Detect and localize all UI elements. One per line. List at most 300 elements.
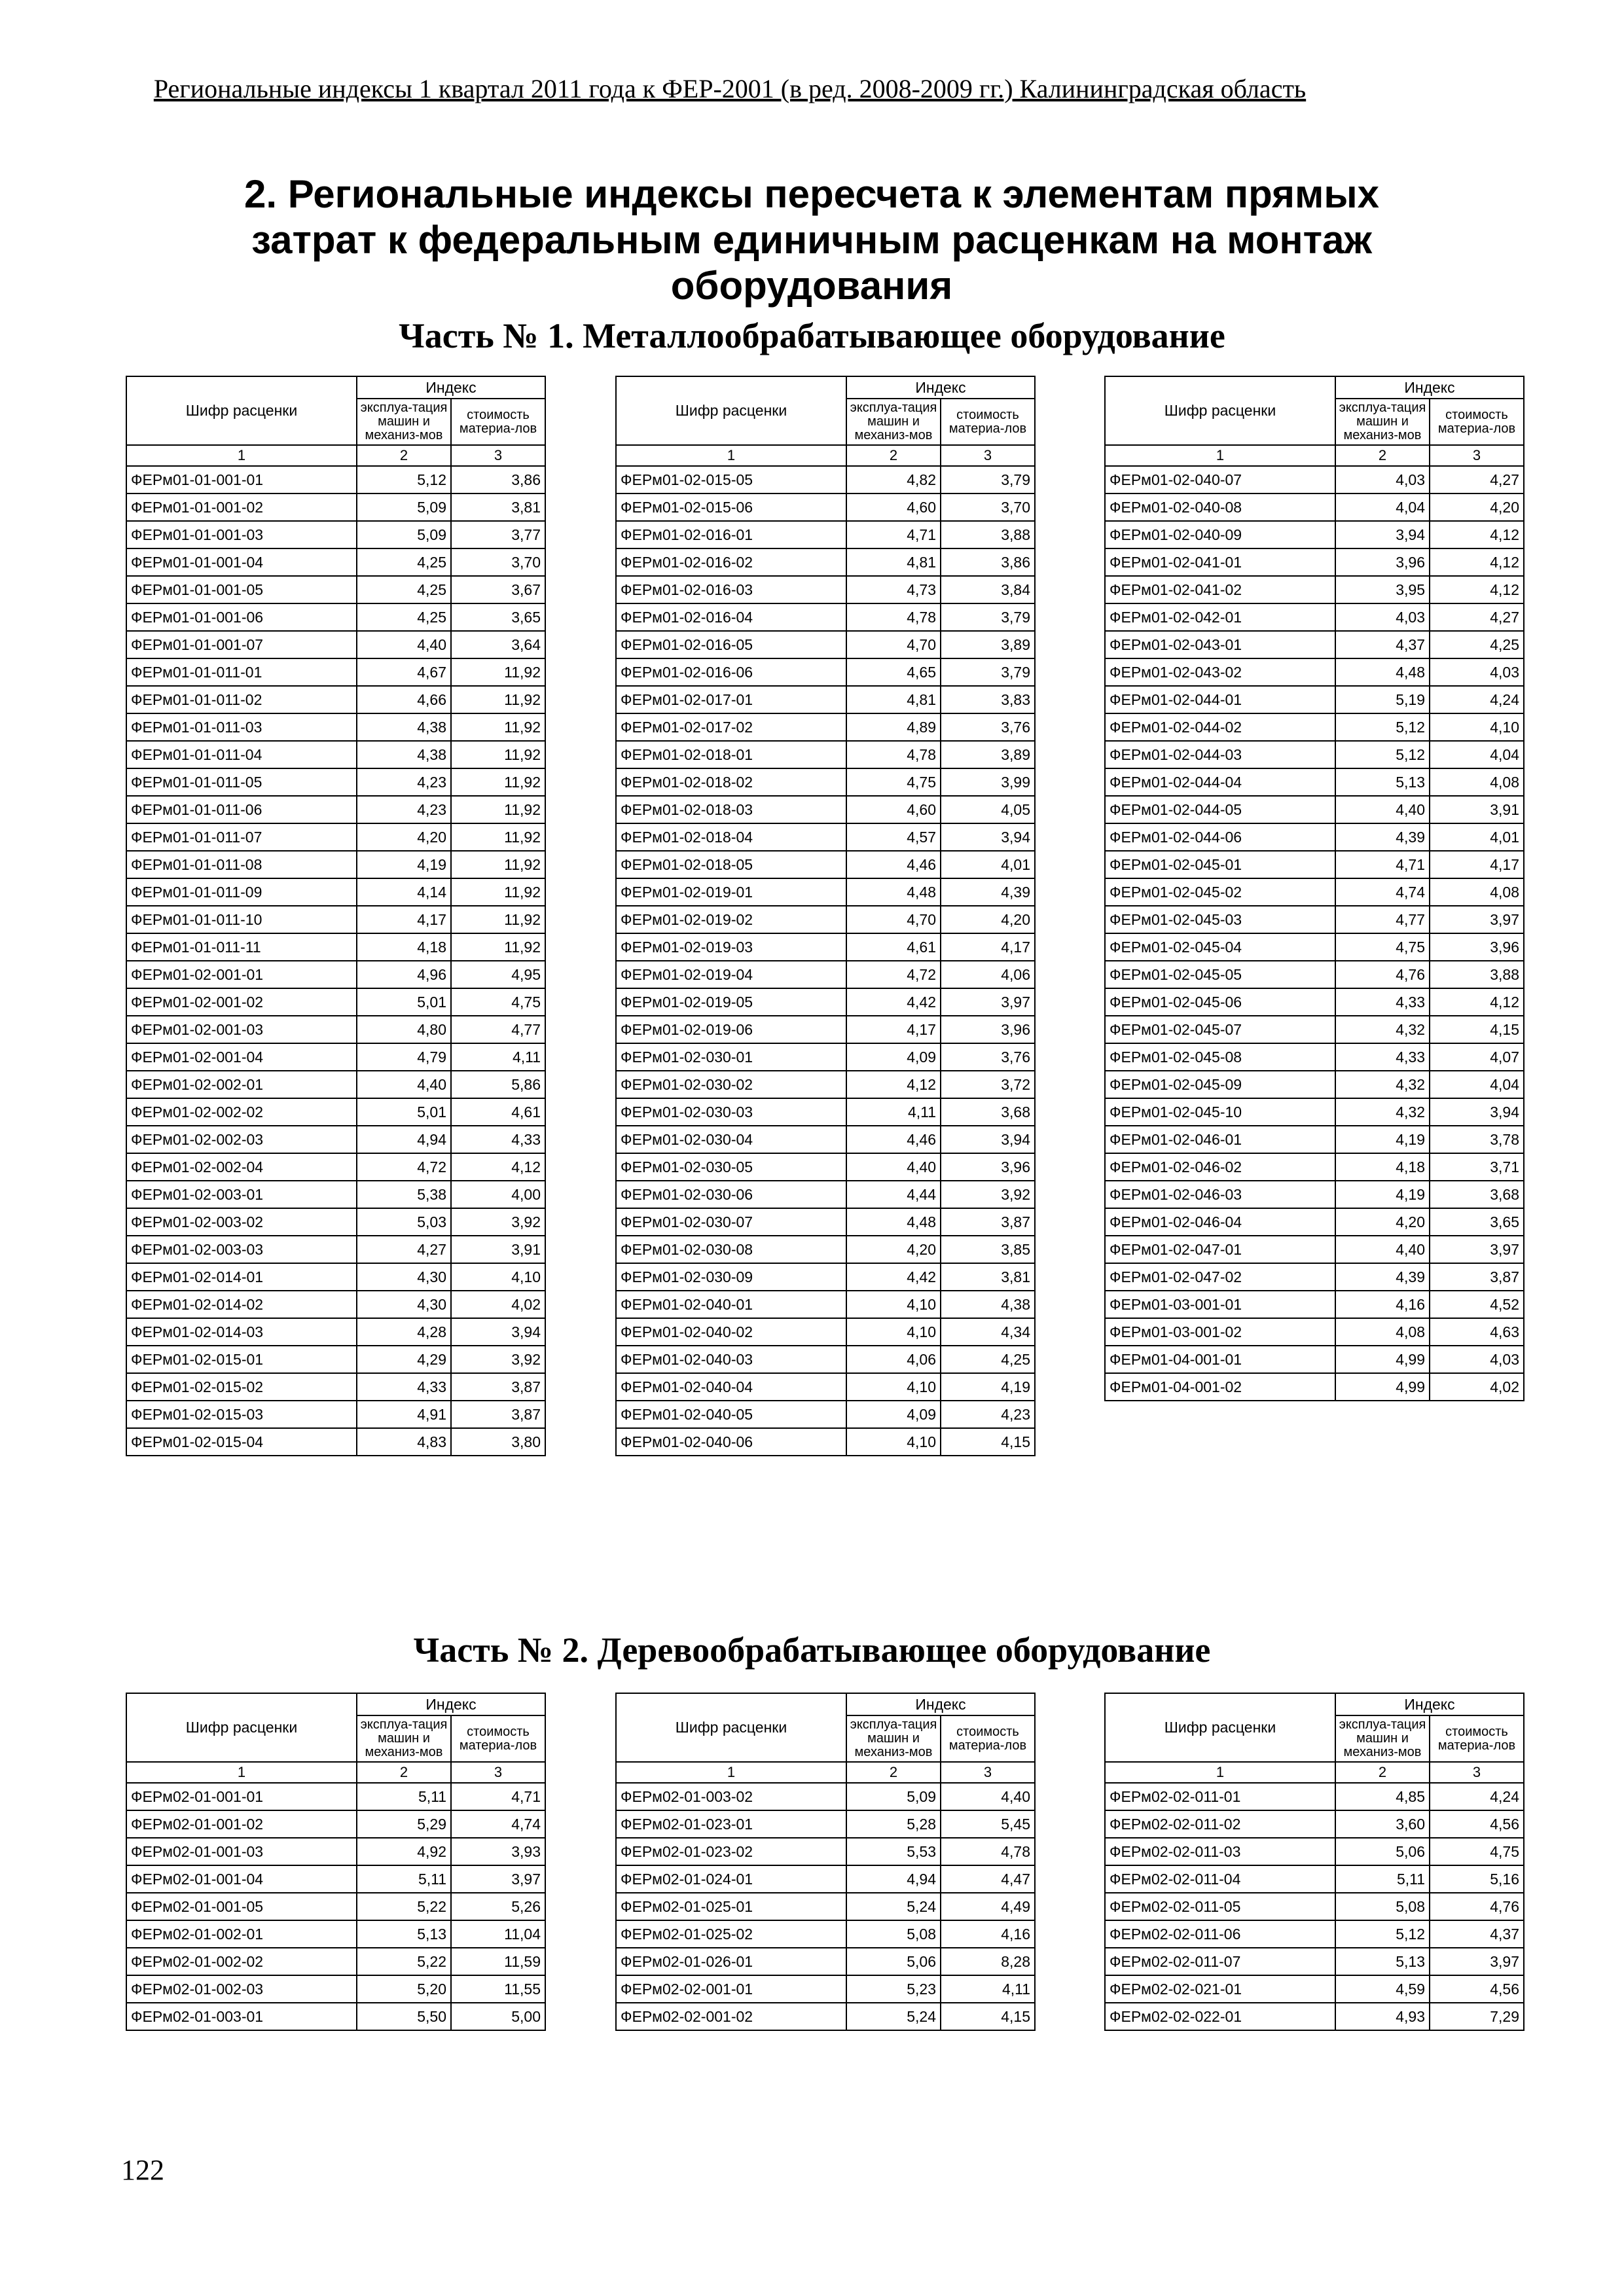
table-row: [616, 1291, 1035, 1318]
table-row: [126, 576, 545, 603]
table-row: [126, 988, 545, 1016]
rate-code: ФЕРм01-01-011-08: [126, 851, 357, 878]
machine-index: 4,16: [1335, 1291, 1430, 1318]
material-index: 4,01: [1430, 823, 1524, 851]
header-machines: эксплуа-тация машин и механиз-мов: [846, 1715, 941, 1762]
machine-index: 3,60: [1335, 1810, 1430, 1838]
table-row: [126, 1810, 545, 1838]
machine-index: 4,32: [1335, 1071, 1430, 1098]
table-row: [1105, 1016, 1524, 1043]
machine-index: 4,60: [846, 493, 941, 521]
part2-table-2: [615, 1693, 1036, 2031]
machine-index: 4,25: [357, 603, 451, 631]
header-machines: эксплуа-тация машин и механиз-мов: [1335, 399, 1430, 445]
machine-index: 4,39: [1335, 1263, 1430, 1291]
machine-index: 4,80: [357, 1016, 451, 1043]
machine-index: 5,28: [846, 1810, 941, 1838]
material-index: 4,04: [1430, 741, 1524, 768]
column-number: 2: [846, 1762, 941, 1783]
table-row: [126, 1975, 545, 2003]
table-row: [1105, 1373, 1524, 1401]
machine-index: 4,23: [357, 768, 451, 796]
machine-index: 5,11: [357, 1865, 451, 1893]
machine-index: 4,57: [846, 823, 941, 851]
rate-code: ФЕРм01-02-046-01: [1105, 1126, 1335, 1153]
table-row: [616, 768, 1035, 796]
material-index: 4,12: [1430, 576, 1524, 603]
rate-code: ФЕРм01-02-002-02: [126, 1098, 357, 1126]
table-row: [1105, 906, 1524, 933]
material-index: 4,05: [941, 796, 1035, 823]
table-row: [126, 1346, 545, 1373]
table-row: [1105, 1318, 1524, 1346]
table-row: [126, 521, 545, 548]
part1-table-1: [126, 376, 546, 1456]
column-number: 1: [126, 445, 357, 466]
rate-code: ФЕРм01-02-001-01: [126, 961, 357, 988]
machine-index: 4,10: [846, 1291, 941, 1318]
machine-index: 5,09: [357, 521, 451, 548]
rate-code: ФЕРм01-02-018-04: [616, 823, 846, 851]
column-number: 2: [1335, 445, 1430, 466]
rate-code: ФЕРм01-01-011-10: [126, 906, 357, 933]
material-index: 3,70: [941, 493, 1035, 521]
table-row: [616, 1838, 1035, 1865]
material-index: 3,99: [941, 768, 1035, 796]
table-row: [1105, 2003, 1524, 2030]
machine-index: 4,33: [357, 1373, 451, 1401]
table-row: [126, 1098, 545, 1126]
material-index: 11,92: [451, 933, 545, 961]
material-index: 3,93: [451, 1838, 545, 1865]
rate-code: ФЕРм01-02-019-03: [616, 933, 846, 961]
material-index: 11,59: [451, 1948, 545, 1975]
material-index: 3,97: [1430, 906, 1524, 933]
material-index: 4,19: [941, 1373, 1035, 1401]
table-row: [616, 741, 1035, 768]
rate-code: ФЕРм01-04-001-02: [1105, 1373, 1335, 1401]
machine-index: 5,09: [846, 1783, 941, 1810]
machine-index: 4,18: [357, 933, 451, 961]
machine-index: 5,12: [1335, 1920, 1430, 1948]
material-index: 3,70: [451, 548, 545, 576]
material-index: 3,96: [1430, 933, 1524, 961]
machine-index: 4,37: [1335, 631, 1430, 658]
machine-index: 5,06: [846, 1948, 941, 1975]
machine-index: 4,78: [846, 603, 941, 631]
rate-code: ФЕРм02-01-002-03: [126, 1975, 357, 2003]
rate-code: ФЕРм02-01-001-04: [126, 1865, 357, 1893]
machine-index: 4,70: [846, 631, 941, 658]
table-row: [616, 1783, 1035, 1810]
rate-code: ФЕРм01-02-045-04: [1105, 933, 1335, 961]
material-index: 3,71: [1430, 1153, 1524, 1181]
machine-index: 4,33: [1335, 988, 1430, 1016]
machine-index: 4,75: [846, 768, 941, 796]
machine-index: 5,09: [357, 493, 451, 521]
material-index: 4,02: [1430, 1373, 1524, 1401]
material-index: 3,87: [941, 1208, 1035, 1236]
material-index: 3,68: [941, 1098, 1035, 1126]
table-row: [126, 1236, 545, 1263]
rate-code: ФЕРм02-02-001-02: [616, 2003, 846, 2030]
table-row: [126, 1291, 545, 1318]
material-index: 11,92: [451, 878, 545, 906]
machine-index: 4,19: [357, 851, 451, 878]
machine-index: 4,10: [846, 1428, 941, 1456]
rate-code: ФЕРм01-02-046-03: [1105, 1181, 1335, 1208]
machine-index: 4,17: [846, 1016, 941, 1043]
machine-index: 4,48: [846, 878, 941, 906]
table-row: [126, 658, 545, 686]
material-index: 4,15: [941, 1428, 1035, 1456]
rate-code: ФЕРм01-02-047-01: [1105, 1236, 1335, 1263]
header-index: Индекс: [846, 376, 1035, 399]
machine-index: 4,60: [846, 796, 941, 823]
rate-code: ФЕРм01-02-041-01: [1105, 548, 1335, 576]
table-row: [1105, 988, 1524, 1016]
machine-index: 4,77: [1335, 906, 1430, 933]
machine-index: 4,04: [1335, 493, 1430, 521]
machine-index: 4,09: [846, 1401, 941, 1428]
machine-index: 4,59: [1335, 1975, 1430, 2003]
rate-code: ФЕРм01-02-044-01: [1105, 686, 1335, 713]
table-row: [616, 1428, 1035, 1456]
table-row: [126, 906, 545, 933]
rate-code: ФЕРм01-02-018-03: [616, 796, 846, 823]
table-row: [126, 603, 545, 631]
table-row: [126, 878, 545, 906]
material-index: 4,06: [941, 961, 1035, 988]
table-row: [126, 851, 545, 878]
rate-code: ФЕРм01-02-016-02: [616, 548, 846, 576]
column-number: 1: [126, 1762, 357, 1783]
rate-code: ФЕРм01-02-045-05: [1105, 961, 1335, 988]
rate-code: ФЕРм02-01-024-01: [616, 1865, 846, 1893]
header-materials: стоимость материа-лов: [451, 399, 545, 445]
table-row: [126, 961, 545, 988]
machine-index: 5,13: [1335, 768, 1430, 796]
rate-code: ФЕРм01-02-044-05: [1105, 796, 1335, 823]
machine-index: 4,11: [846, 1098, 941, 1126]
machine-index: 4,40: [1335, 1236, 1430, 1263]
material-index: 4,03: [1430, 658, 1524, 686]
material-index: 4,24: [1430, 686, 1524, 713]
page-number: 122: [121, 2154, 164, 2186]
column-number: 3: [1430, 1762, 1524, 1783]
rate-code: ФЕРм01-02-015-05: [616, 466, 846, 493]
table-row: [616, 1181, 1035, 1208]
rate-code: ФЕРм01-02-019-06: [616, 1016, 846, 1043]
column-number: 2: [357, 445, 451, 466]
material-index: 3,67: [451, 576, 545, 603]
rate-code: ФЕРм01-02-002-04: [126, 1153, 357, 1181]
machine-index: 4,42: [846, 988, 941, 1016]
machine-index: 4,40: [357, 631, 451, 658]
table-row: [616, 1975, 1035, 2003]
header-index: Индекс: [357, 1693, 545, 1715]
material-index: 4,40: [941, 1783, 1035, 1810]
column-number: 3: [451, 1762, 545, 1783]
header-code: Шифр расценки: [616, 376, 846, 445]
table-row: [1105, 1263, 1524, 1291]
table-row: [126, 1948, 545, 1975]
rate-code: ФЕРм01-01-011-04: [126, 741, 357, 768]
material-index: 4,11: [941, 1975, 1035, 2003]
table-row: [616, 851, 1035, 878]
rate-code: ФЕРм01-01-011-07: [126, 823, 357, 851]
material-index: 3,94: [451, 1318, 545, 1346]
table-row: [126, 741, 545, 768]
header-index: Индекс: [1335, 376, 1524, 399]
material-index: 4,76: [1430, 1893, 1524, 1920]
machine-index: 4,81: [846, 548, 941, 576]
rate-code: ФЕРм01-01-011-05: [126, 768, 357, 796]
material-index: 4,12: [451, 1153, 545, 1181]
header-code: Шифр расценки: [1105, 1693, 1335, 1762]
material-index: 4,17: [1430, 851, 1524, 878]
material-index: 4,52: [1430, 1291, 1524, 1318]
rate-code: ФЕРм02-02-011-01: [1105, 1783, 1335, 1810]
rate-code: ФЕРм01-02-045-07: [1105, 1016, 1335, 1043]
rate-code: ФЕРм01-02-003-03: [126, 1236, 357, 1263]
rate-code: ФЕРм01-01-001-05: [126, 576, 357, 603]
rate-code: ФЕРм01-02-014-01: [126, 1263, 357, 1291]
material-index: 5,16: [1430, 1865, 1524, 1893]
header-machines: эксплуа-тация машин и механиз-мов: [846, 399, 941, 445]
table-row: [126, 1920, 545, 1948]
table-row: [1105, 1181, 1524, 1208]
rate-code: ФЕРм01-02-040-08: [1105, 493, 1335, 521]
table-row: [616, 1208, 1035, 1236]
table-row: [1105, 576, 1524, 603]
rate-code: ФЕРм01-02-040-04: [616, 1373, 846, 1401]
material-index: 3,97: [1430, 1948, 1524, 1975]
machine-index: 4,82: [846, 466, 941, 493]
material-index: 3,83: [941, 686, 1035, 713]
material-index: 3,81: [451, 493, 545, 521]
material-index: 4,20: [941, 906, 1035, 933]
rate-code: ФЕРм01-02-002-03: [126, 1126, 357, 1153]
material-index: 3,68: [1430, 1181, 1524, 1208]
table-row: [126, 1126, 545, 1153]
machine-index: 4,92: [357, 1838, 451, 1865]
rate-code: ФЕРм02-01-003-02: [616, 1783, 846, 1810]
table-row: [616, 1865, 1035, 1893]
machine-index: 4,03: [1335, 603, 1430, 631]
rate-code: ФЕРм02-01-002-02: [126, 1948, 357, 1975]
table-row: [616, 1920, 1035, 1948]
table-row: [1105, 1071, 1524, 1098]
table-row: [616, 933, 1035, 961]
table-row: [616, 878, 1035, 906]
material-index: 3,88: [1430, 961, 1524, 988]
rate-code: ФЕРм01-02-019-01: [616, 878, 846, 906]
machine-index: 4,38: [357, 713, 451, 741]
rate-code: ФЕРм01-02-030-06: [616, 1181, 846, 1208]
machine-index: 4,99: [1335, 1346, 1430, 1373]
machine-index: 4,44: [846, 1181, 941, 1208]
table-row: [126, 1181, 545, 1208]
rate-code: ФЕРм01-02-017-01: [616, 686, 846, 713]
table-row: [616, 1016, 1035, 1043]
machine-index: 4,20: [846, 1236, 941, 1263]
table-row: [1105, 878, 1524, 906]
rate-code: ФЕРм01-02-044-04: [1105, 768, 1335, 796]
table-row: [126, 713, 545, 741]
table-row: [616, 906, 1035, 933]
header-materials: стоимость материа-лов: [451, 1715, 545, 1762]
machine-index: 4,72: [846, 961, 941, 988]
material-index: 4,74: [451, 1810, 545, 1838]
machine-index: 5,20: [357, 1975, 451, 2003]
rate-code: ФЕРм01-02-001-04: [126, 1043, 357, 1071]
part1-table-3: [1104, 376, 1525, 1401]
material-index: 4,34: [941, 1318, 1035, 1346]
table-row: [1105, 493, 1524, 521]
rate-code: ФЕРм02-01-026-01: [616, 1948, 846, 1975]
table-row: [1105, 1208, 1524, 1236]
table-row: [1105, 1153, 1524, 1181]
material-index: 4,20: [1430, 493, 1524, 521]
table-row: [126, 1016, 545, 1043]
material-index: 3,91: [1430, 796, 1524, 823]
table-row: [1105, 1236, 1524, 1263]
material-index: 3,80: [451, 1428, 545, 1456]
table-row: [1105, 548, 1524, 576]
column-number: 2: [1335, 1762, 1430, 1783]
table-row: [616, 1126, 1035, 1153]
rate-code: ФЕРм01-02-014-02: [126, 1291, 357, 1318]
rate-code: ФЕРм01-01-001-04: [126, 548, 357, 576]
material-index: 3,96: [941, 1016, 1035, 1043]
machine-index: 4,12: [846, 1071, 941, 1098]
rate-code: ФЕРм01-02-040-01: [616, 1291, 846, 1318]
table-row: [1105, 851, 1524, 878]
material-index: 4,02: [451, 1291, 545, 1318]
machine-index: 5,13: [1335, 1948, 1430, 1975]
material-index: 4,56: [1430, 1810, 1524, 1838]
material-index: 4,10: [1430, 713, 1524, 741]
table-row: [1105, 1893, 1524, 1920]
table-row: [126, 1401, 545, 1428]
part2-title: Часть № 2. Деревообрабатывающее оборудование: [413, 1630, 1211, 1670]
header-code: Шифр расценки: [616, 1693, 846, 1762]
machine-index: 4,14: [357, 878, 451, 906]
table-row: [616, 1948, 1035, 1975]
material-index: 4,24: [1430, 1783, 1524, 1810]
rate-code: ФЕРм01-02-047-02: [1105, 1263, 1335, 1291]
table-row: [1105, 796, 1524, 823]
machine-index: 5,01: [357, 1098, 451, 1126]
table-row: [1105, 713, 1524, 741]
rate-code: ФЕРм01-02-001-02: [126, 988, 357, 1016]
machine-index: 4,29: [357, 1346, 451, 1373]
machine-index: 4,19: [1335, 1126, 1430, 1153]
machine-index: 4,46: [846, 851, 941, 878]
machine-index: 4,66: [357, 686, 451, 713]
material-index: 7,29: [1430, 2003, 1524, 2030]
rate-code: ФЕРм01-02-030-02: [616, 1071, 846, 1098]
machine-index: 4,30: [357, 1263, 451, 1291]
machine-index: 5,08: [1335, 1893, 1430, 1920]
rate-code: ФЕРм02-01-003-01: [126, 2003, 357, 2030]
rate-code: ФЕРм01-02-019-02: [616, 906, 846, 933]
machine-index: 4,76: [1335, 961, 1430, 988]
table-row: [126, 1373, 545, 1401]
material-index: 4,15: [941, 2003, 1035, 2030]
material-index: 4,75: [1430, 1838, 1524, 1865]
material-index: 5,45: [941, 1810, 1035, 1838]
machine-index: 4,40: [846, 1153, 941, 1181]
rate-code: ФЕРм01-01-001-06: [126, 603, 357, 631]
rate-code: ФЕРм01-02-016-06: [616, 658, 846, 686]
header-index: Индекс: [357, 376, 545, 399]
rate-code: ФЕРм02-01-025-02: [616, 1920, 846, 1948]
material-index: 4,33: [451, 1126, 545, 1153]
material-index: 4,37: [1430, 1920, 1524, 1948]
machine-index: 4,32: [1335, 1016, 1430, 1043]
material-index: 11,92: [451, 741, 545, 768]
machine-index: 4,70: [846, 906, 941, 933]
material-index: 4,00: [451, 1181, 545, 1208]
material-index: 3,92: [451, 1208, 545, 1236]
table-row: [126, 796, 545, 823]
table-row: [126, 548, 545, 576]
material-index: 4,12: [1430, 548, 1524, 576]
machine-index: 4,10: [846, 1373, 941, 1401]
rate-code: ФЕРм01-02-016-01: [616, 521, 846, 548]
table-row: [1105, 521, 1524, 548]
machine-index: 4,81: [846, 686, 941, 713]
rate-code: ФЕРм01-02-030-07: [616, 1208, 846, 1236]
header-index: Индекс: [846, 1693, 1035, 1715]
machine-index: 4,28: [357, 1318, 451, 1346]
table-row: [126, 1263, 545, 1291]
material-index: 4,15: [1430, 1016, 1524, 1043]
rate-code: ФЕРм01-02-003-02: [126, 1208, 357, 1236]
material-index: 3,77: [451, 521, 545, 548]
table-row: [126, 1318, 545, 1346]
rate-code: ФЕРм01-01-011-02: [126, 686, 357, 713]
rate-code: ФЕРм01-02-041-02: [1105, 576, 1335, 603]
machine-index: 4,46: [846, 1126, 941, 1153]
rate-code: ФЕРм02-02-011-06: [1105, 1920, 1335, 1948]
header-materials: стоимость материа-лов: [1430, 1715, 1524, 1762]
table-row: [126, 631, 545, 658]
machine-index: 3,94: [1335, 521, 1430, 548]
machine-index: 4,17: [357, 906, 451, 933]
material-index: 4,77: [451, 1016, 545, 1043]
table-row: [616, 466, 1035, 493]
material-index: 4,01: [941, 851, 1035, 878]
rate-code: ФЕРм01-01-011-09: [126, 878, 357, 906]
material-index: 3,76: [941, 1043, 1035, 1071]
table-row: [126, 2003, 545, 2030]
material-index: 3,87: [1430, 1263, 1524, 1291]
material-index: 3,89: [941, 741, 1035, 768]
material-index: 3,97: [941, 988, 1035, 1016]
table-row: [1105, 658, 1524, 686]
table-row: [616, 1236, 1035, 1263]
table-row: [1105, 768, 1524, 796]
rate-code: ФЕРм01-02-044-03: [1105, 741, 1335, 768]
machine-index: 3,95: [1335, 576, 1430, 603]
table-row: [1105, 1043, 1524, 1071]
table-row: [616, 1263, 1035, 1291]
rate-code: ФЕРм01-02-040-03: [616, 1346, 846, 1373]
material-index: 4,27: [1430, 466, 1524, 493]
